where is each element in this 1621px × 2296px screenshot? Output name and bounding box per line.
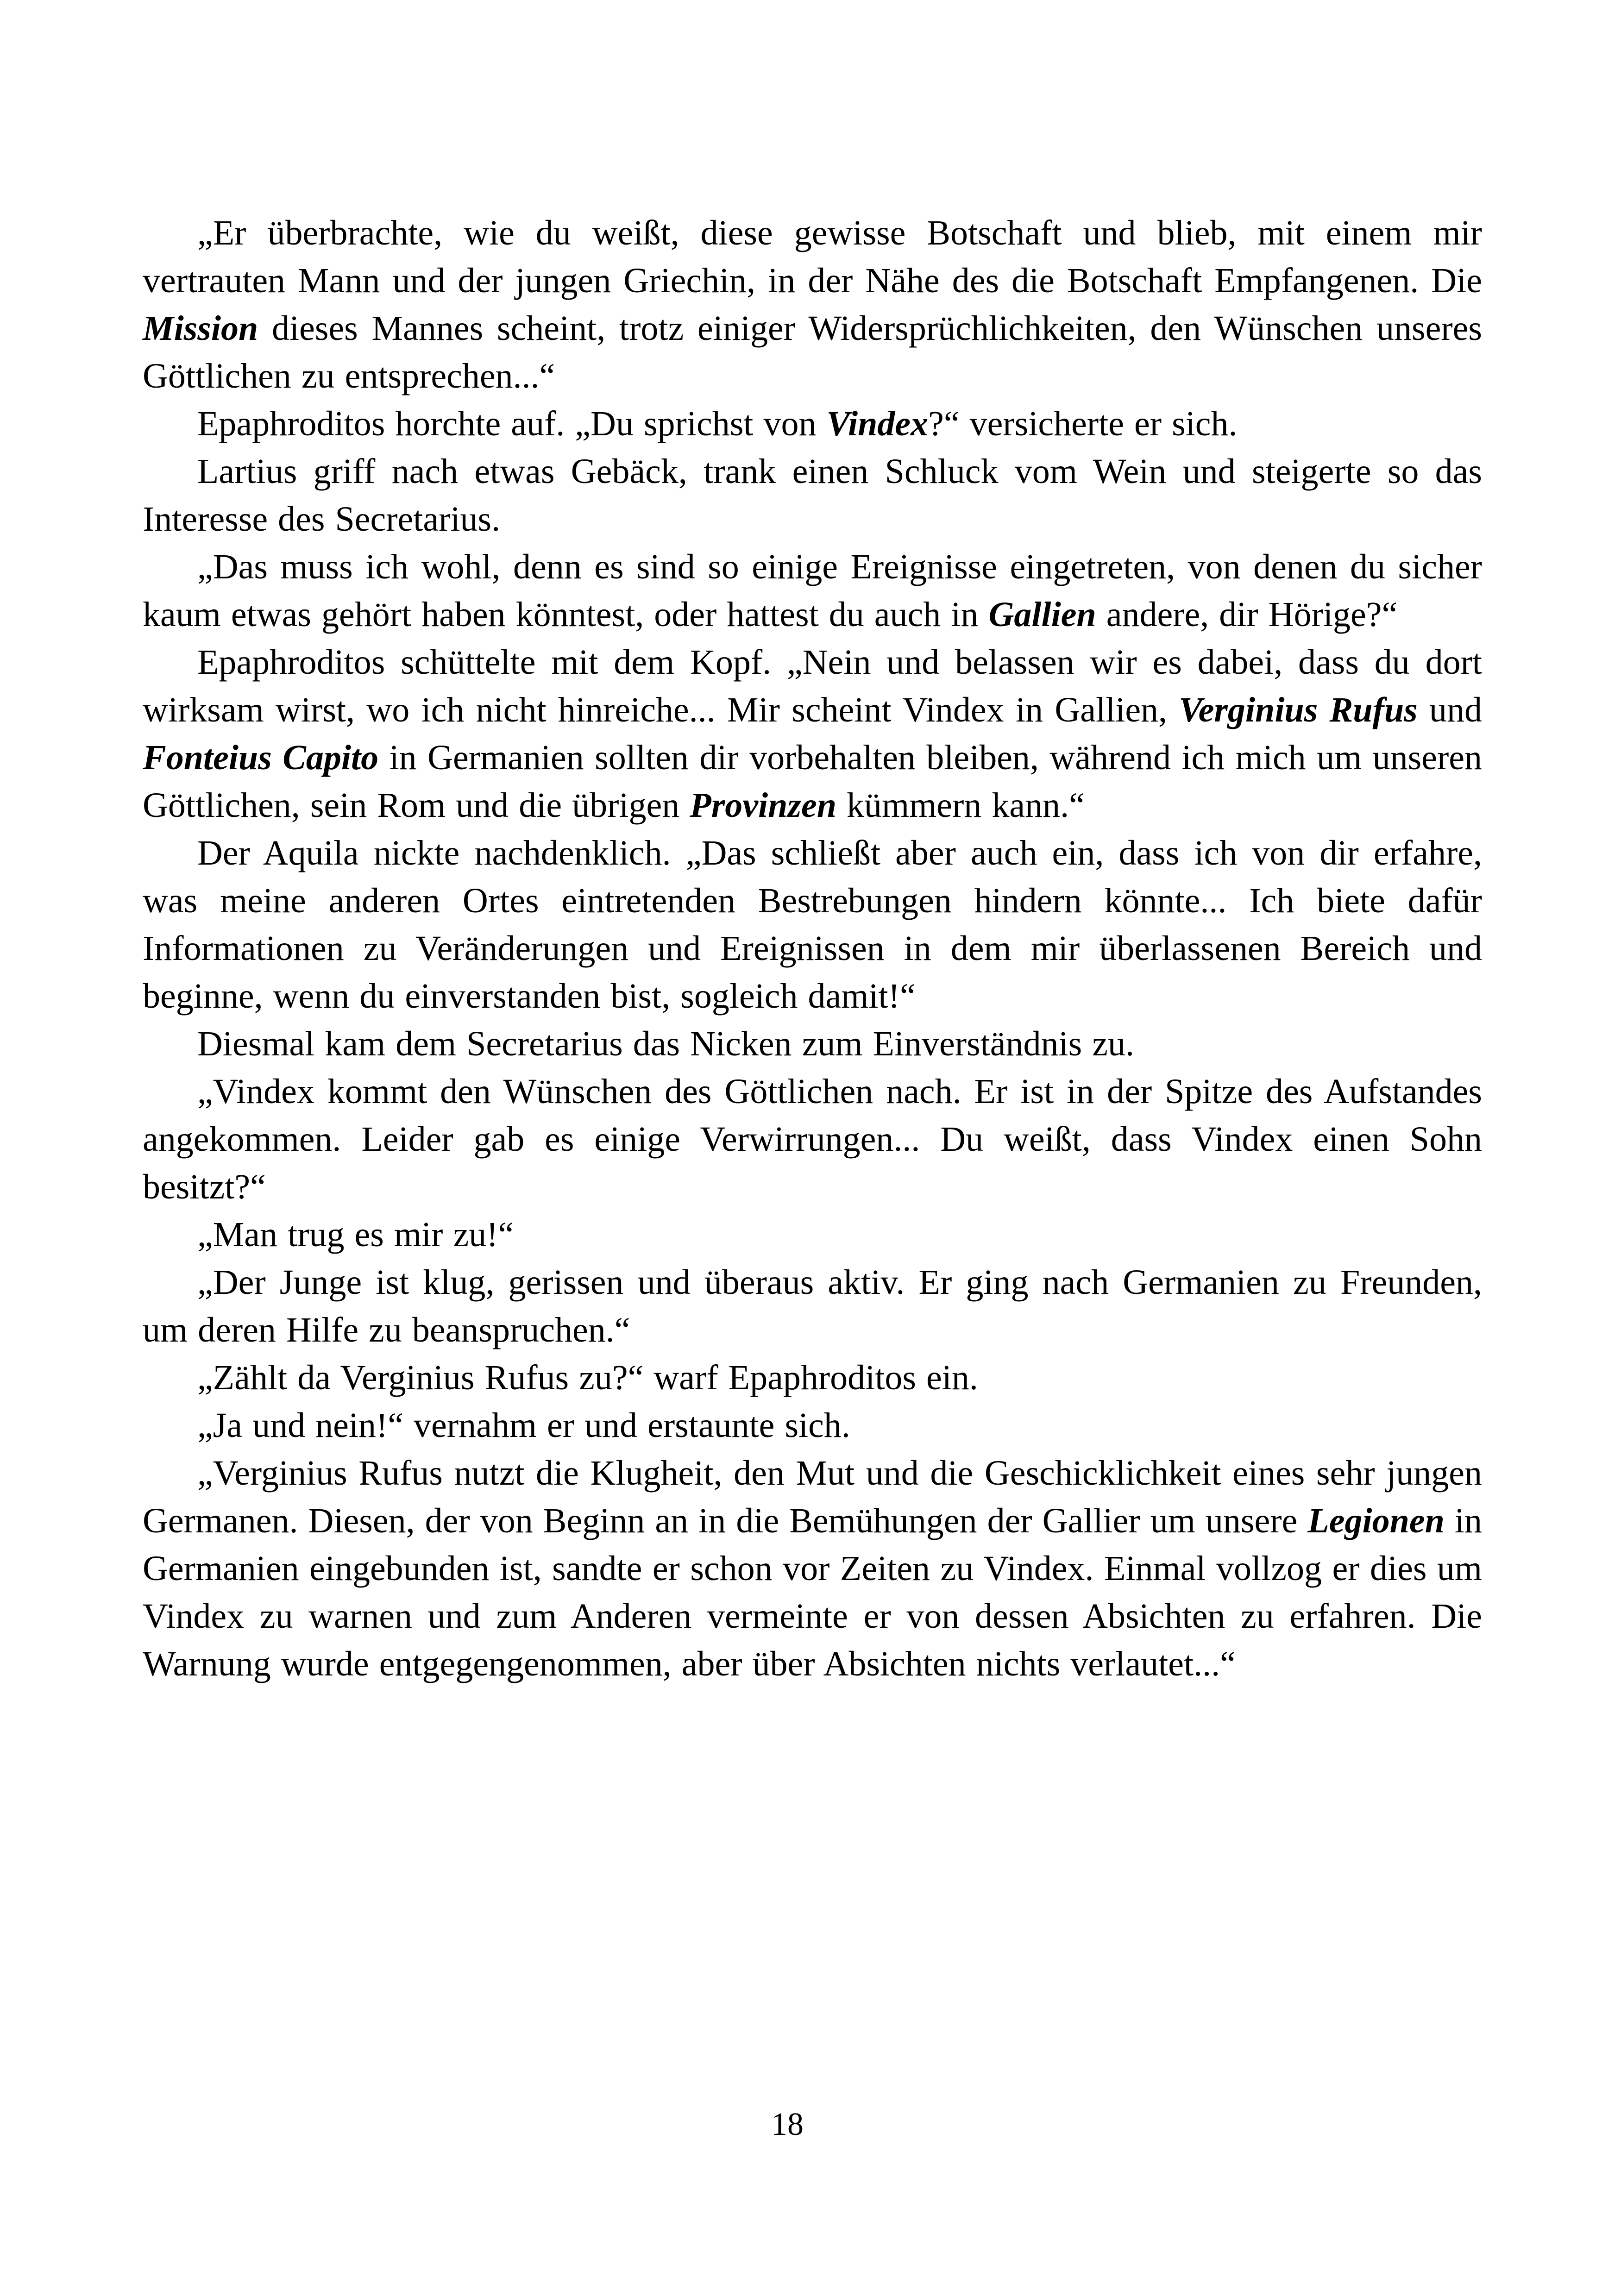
emphasized-text: Legionen [1307,1501,1445,1540]
text-block [143,209,1482,1688]
emphasized-text: Fonteius Capito [143,738,379,777]
text-run: „Zählt da Verginius Rufus zu?“ warf Epaphroditos ein. [197,1358,978,1397]
emphasized-text: Vindex [826,404,929,443]
text-run: in Germanien eingebunden ist, sandte er schon vor Zeiten zu Vindex. Einmal vollzog er dies um Vindex zu warnen und zum Anderen vermeinte er von dessen Absichten zu erfahren. Die Warnung wurde entgegengenommen, aber über Absichten nichts verlautet...“ [143,1501,1483,1683]
paragraph [143,400,1482,448]
text-run: „Verginius Rufus nutzt die Klugheit, den Mut und die Geschicklichkeit eines sehr jungen Germanen. Diesen, der von Beginn an in die Bemühungen der Gallier um unsere [143,1454,1482,1540]
paragraph [143,209,1482,400]
emphasized-text: Provinzen [690,786,836,825]
emphasized-text: Gallien [988,595,1096,634]
text-run: andere, dir Hörige?“ [1096,595,1398,634]
paragraph [143,1354,1482,1402]
paragraph [143,543,1482,639]
text-run: Epaphroditos horchte auf. „Du sprichst von [197,404,827,443]
text-run: „Das muss ich wohl, denn es sind so einige Ereignisse eingetreten, von denen du sicher kaum etwas gehört haben könntest, oder hattest du auch in [143,547,1482,634]
text-run: Epaphroditos schüttelte mit dem Kopf. „Nein und belassen wir es dabei, dass du dort wirksam wirst, wo ich nicht hinreiche... Mir scheint Vindex in Gallien, [143,643,1482,729]
paragraph [143,1211,1482,1259]
text-run: Lartius griff nach etwas Gebäck, trank einen Schluck vom Wein und steigerte so das Interesse des Secretarius. [143,452,1482,539]
text-run: Der Aquila nickte nachdenklich. „Das schließt aber auch ein, dass ich von dir erfahre, was meine anderen Ortes eintretenden Bestrebungen hindern könnte... Ich biete dafür Informationen zu Veränderungen und Ereignissen in dem mir überlassenen Bereich und beginne, wenn du einverstanden bist, sogleich damit!“ [143,834,1482,1016]
text-run: und [1417,690,1483,729]
text-run: in Germanien sollten dir vorbehalten bleiben, während ich mich um unseren Göttlichen, sein Rom und die übrigen [143,738,1482,825]
paragraph [143,1402,1482,1449]
paragraph [143,1068,1482,1211]
text-run: „Er überbrachte, wie du weißt, diese gewisse Botschaft und blieb, mit einem mir vertrauten Mann und der jungen Griechin, in der Nähe des die Botschaft Empfangenen. Die [143,213,1482,300]
text-run: „Ja und nein!“ vernahm er und erstaunte sich. [197,1406,850,1445]
paragraph [143,1020,1482,1068]
text-run: kümmern kann.“ [836,786,1085,825]
text-run: dieses Mannes scheint, trotz einiger Widersprüchlichkeiten, den Wünschen unseres Göttlichen zu entsprechen...“ [143,309,1482,395]
paragraph [143,1259,1482,1354]
emphasized-text: Mission [143,309,258,348]
paragraph [143,639,1482,829]
text-run: „Vindex kommt den Wünschen des Göttlichen nach. Er ist in der Spitze des Aufstandes angekommen. Leider gab es einige Verwirrungen... Du weißt, dass Vindex einen Sohn besitzt?“ [143,1072,1482,1206]
emphasized-text: Verginius Rufus [1179,690,1418,729]
paragraph [143,1449,1482,1688]
text-run: ?“ versicherte er sich. [928,404,1238,443]
text-run: „Der Junge ist klug, gerissen und überaus aktiv. Er ging nach Germanien zu Freunden, um deren Hilfe zu beanspruchen.“ [143,1263,1482,1349]
paragraph [143,829,1482,1020]
text-run: Diesmal kam dem Secretarius das Nicken zum Einverständnis zu. [197,1024,1134,1063]
page-number: 18 [771,2107,804,2142]
paragraph [143,448,1482,543]
text-run: „Man trug es mir zu!“ [197,1215,514,1254]
